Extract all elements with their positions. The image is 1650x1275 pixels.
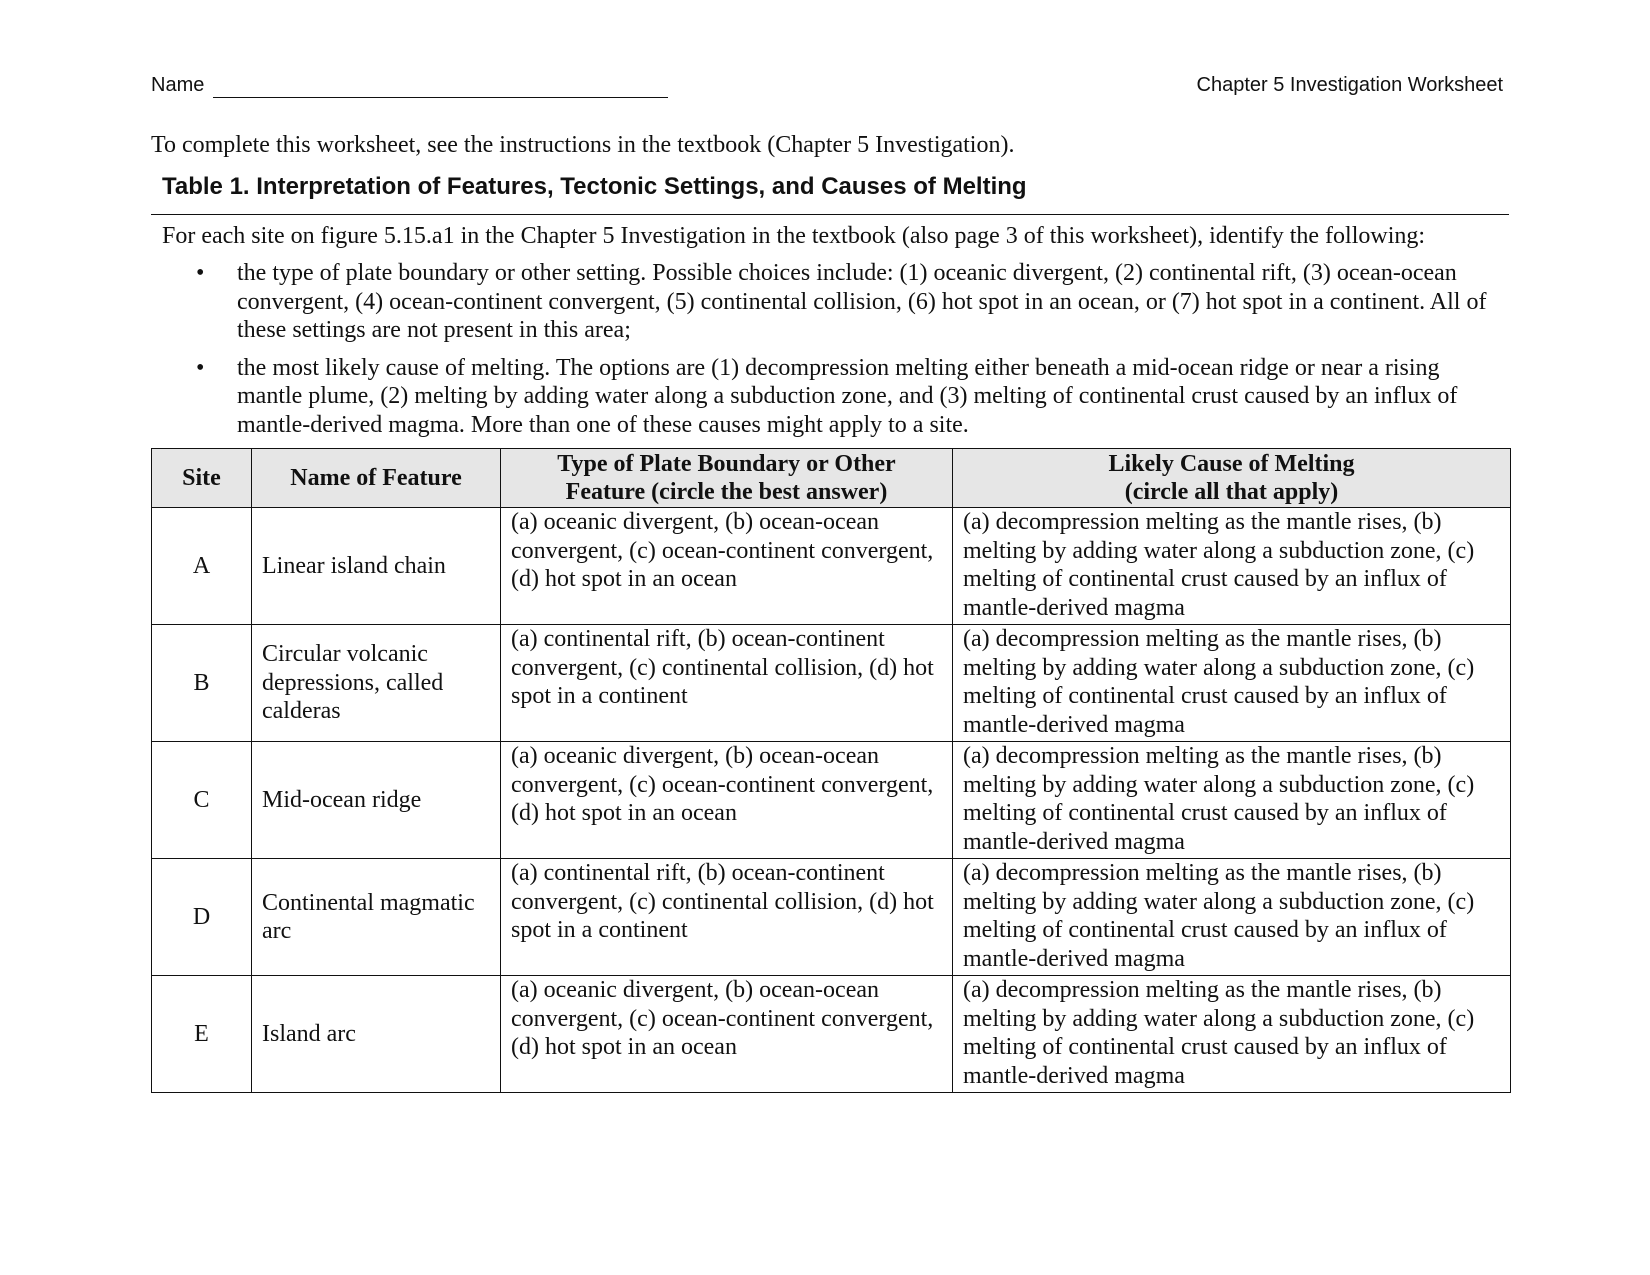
intro-text: For each site on figure 5.15.a1 in the Chapter 5 Investigation in the textbook (also page 3 of this worksheet), identify the following: bbox=[162, 223, 1426, 249]
bullet-item-melting bbox=[196, 354, 1496, 440]
table-row bbox=[152, 976, 1511, 1093]
boundary-options-cell[interactable]: (a) oceanic divergent, (b) ocean-ocean convergent, (c) ocean-continent convergent, (d) hot spot in an ocean bbox=[501, 508, 953, 625]
site-cell: A bbox=[152, 508, 252, 625]
site-cell: B bbox=[152, 625, 252, 742]
boundary-options-cell[interactable]: (a) oceanic divergent, (b) ocean-ocean convergent, (c) ocean-continent convergent, (d) hot spot in an ocean bbox=[501, 976, 953, 1093]
boundary-options-cell[interactable]: (a) continental rift, (b) ocean-continent convergent, (c) continental collision, (d) hot spot in a continent bbox=[501, 625, 953, 742]
header-boundary bbox=[501, 449, 953, 508]
bullet-item-setting bbox=[196, 259, 1496, 345]
cause-options-cell[interactable]: (a) decompression melting as the mantle rises, (b) melting by adding water along a subduction zone, (c) melting of continental crust caused by an influx of mantle-derived magma bbox=[953, 976, 1511, 1093]
header-boundary-line1: Type of Plate Boundary or Other bbox=[557, 451, 896, 477]
header-cause-line1: Likely Cause of Melting bbox=[1108, 451, 1355, 477]
feature-cell: Linear island chain bbox=[252, 508, 501, 625]
site-cell: D bbox=[152, 859, 252, 976]
site-cell: C bbox=[152, 742, 252, 859]
bullet-text: the most likely cause of melting. The options are (1) decompression melting either beneath a mid-ocean ridge or near a rising mantle plume, (2) melting by adding water along a subduction zone, and (3) melting of continental crust caused by an influx of mantle-derived magma. More than one of these causes might apply to a site. bbox=[237, 354, 1458, 438]
boundary-options-cell[interactable]: (a) oceanic divergent, (b) ocean-ocean convergent, (c) ocean-continent convergent, (d) hot spot in an ocean bbox=[501, 742, 953, 859]
cause-options-cell[interactable]: (a) decompression melting as the mantle rises, (b) melting by adding water along a subduction zone, (c) melting of continental crust caused by an influx of mantle-derived magma bbox=[953, 859, 1511, 976]
interpretation-table bbox=[151, 448, 1511, 1093]
header-boundary-line2: Feature (circle the best answer) bbox=[565, 479, 888, 505]
site-cell: E bbox=[152, 976, 252, 1093]
bullet-dot-icon: • bbox=[196, 260, 205, 286]
page-header bbox=[151, 74, 1503, 102]
table-row bbox=[152, 742, 1511, 859]
chapter-title: Chapter 5 Investigation Worksheet bbox=[1196, 74, 1503, 96]
header-cause-line2: (circle all that apply) bbox=[1124, 479, 1339, 505]
header-feature: Name of Feature bbox=[252, 449, 501, 508]
table-heading: Table 1. Interpretation of Features, Tectonic Settings, and Causes of Melting bbox=[162, 173, 1027, 200]
instructions-text: To complete this worksheet, see the instructions in the textbook (Chapter 5 Investigation). bbox=[151, 132, 1015, 158]
table-row bbox=[152, 859, 1511, 976]
cause-options-cell[interactable]: (a) decompression melting as the mantle rises, (b) melting by adding water along a subduction zone, (c) melting of continental crust caused by an influx of mantle-derived magma bbox=[953, 508, 1511, 625]
feature-cell: Circular volcanic depressions, called calderas bbox=[252, 625, 501, 742]
feature-cell: Island arc bbox=[252, 976, 501, 1093]
header-site: Site bbox=[152, 449, 252, 508]
feature-cell: Continental magmatic arc bbox=[252, 859, 501, 976]
header-cause bbox=[953, 449, 1511, 508]
heading-rule bbox=[151, 214, 1509, 215]
feature-cell: Mid-ocean ridge bbox=[252, 742, 501, 859]
boundary-options-cell[interactable]: (a) continental rift, (b) ocean-continent convergent, (c) continental collision, (d) hot spot in a continent bbox=[501, 859, 953, 976]
table-row bbox=[152, 625, 1511, 742]
name-label: Name bbox=[151, 74, 205, 96]
bullet-text: the type of plate boundary or other setting. Possible choices include: (1) oceanic divergent, (2) continental rift, (3) ocean-ocean convergent, (4) ocean-continent convergent, (5) continental collision, (6) hot spot in an ocean, or (7) hot spot in a continent. All of these settings are not present in this area; bbox=[237, 260, 1487, 343]
name-blank-line[interactable] bbox=[213, 97, 668, 98]
cause-options-cell[interactable]: (a) decompression melting as the mantle rises, (b) melting by adding water along a subduction zone, (c) melting of continental crust caused by an influx of mantle-derived magma bbox=[953, 742, 1511, 859]
cause-options-cell[interactable]: (a) decompression melting as the mantle rises, (b) melting by adding water along a subduction zone, (c) melting of continental crust caused by an influx of mantle-derived magma bbox=[953, 625, 1511, 742]
table-row bbox=[152, 508, 1511, 625]
bullet-dot-icon: • bbox=[196, 354, 205, 381]
table-header-row bbox=[152, 449, 1511, 508]
bullet-list bbox=[196, 259, 1496, 448]
